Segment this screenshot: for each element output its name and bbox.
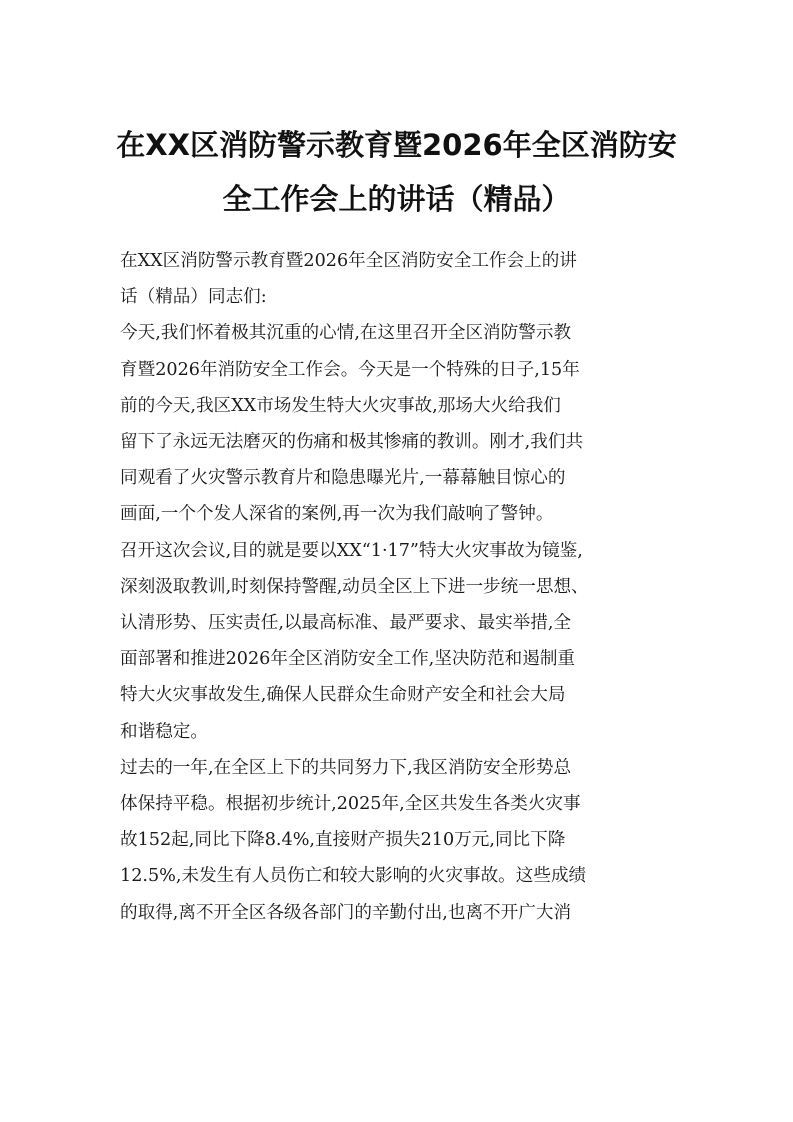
text-line: 认清形势、压实责任,以最高标准、最严要求、最实举措,全	[120, 613, 572, 634]
paragraph-purpose	[120, 533, 676, 750]
text-line: 特大火灾事故发生,确保人民群众生命财产安全和社会大局	[120, 685, 566, 706]
text-line: 同观看了火灾警示教育片和隐患曝光片,一幕幕触目惊心的	[120, 468, 566, 489]
text-line: 召开这次会议,目的就是要以XX“1·17”特大火灾事故为镜鉴,	[120, 540, 583, 561]
text-line: 育暨2026年消防安全工作会。今天是一个特殊的日子,15年	[120, 359, 580, 380]
text-line: 画面,一个个发人深省的案例,再一次为我们敲响了警钟。	[120, 504, 554, 525]
paragraph-review	[120, 750, 676, 931]
document-body	[120, 243, 676, 931]
document-title	[100, 118, 693, 226]
text-line: 故152起,同比下降8.4%,直接财产损失210万元,同比下降	[120, 830, 566, 851]
text-line: 在XX区消防警示教育暨2026年全区消防安全工作会上的讲	[120, 251, 577, 271]
text-line: 今天,我们怀着极其沉重的心情,在这里召开全区消防警示教	[120, 323, 572, 344]
text-line: 体保持平稳。根据初步统计,2025年,全区共发生各类火灾事	[120, 794, 581, 815]
text-line: 留下了永远无法磨灭的伤痛和极其惨痛的教训。刚才,我们共	[120, 432, 584, 453]
text-line: 和谐稳定。	[120, 721, 208, 742]
text-line: 12.5%,未发生有人员伤亡和较大影响的火灾事故。这些成绩	[120, 866, 587, 887]
paragraph-greeting	[120, 243, 676, 315]
text-line: 过去的一年,在全区上下的共同努力下,我区消防安全形势总	[120, 757, 572, 778]
text-line: 话（精品）同志们:	[120, 287, 267, 308]
text-line: 面部署和推进2026年全区消防安全工作,坚决防范和遏制重	[120, 649, 576, 670]
text-line: 深刻汲取教训,时刻保持警醒,动员全区上下进一步统一思想、	[120, 576, 589, 597]
title-line-1: 在XX区消防警示教育暨2026年全区消防安	[116, 128, 677, 162]
title-line-2: 全工作会上的讲话（精品）	[222, 182, 571, 216]
text-line: 的取得,离不开全区各级各部门的辛勤付出,也离不开广大消	[120, 902, 572, 923]
paragraph-intro	[120, 315, 676, 532]
text-line: 前的今天,我区XX市场发生特大火灾事故,那场大火给我们	[120, 395, 561, 416]
